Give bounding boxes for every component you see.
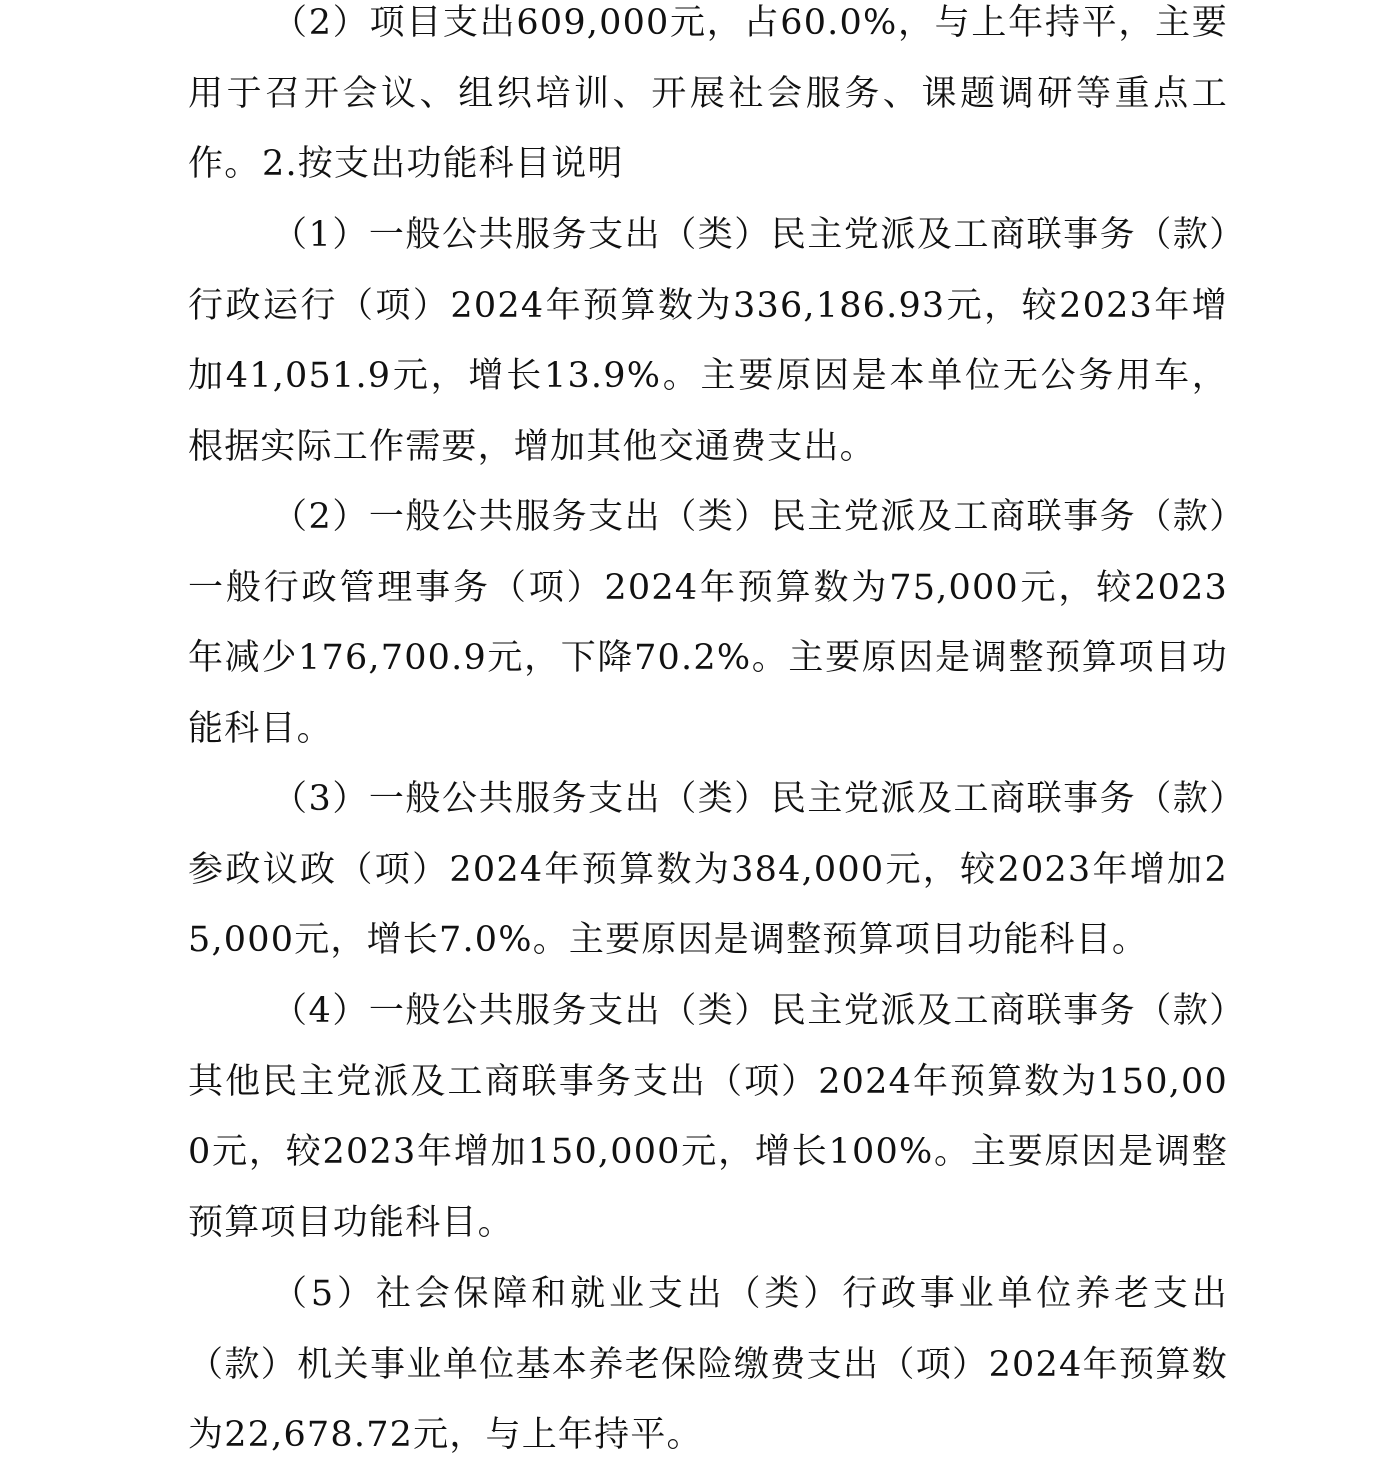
pension-insurance-paragraph: （5）社会保障和就业支出（类）行政事业单位养老支出（款）机关事业单位基本养老保险缴费支出（项）2024年预算数为22,678.72元，与上年持平。 [188, 1274, 1228, 1455]
other-party-affairs-paragraph: （4）一般公共服务支出（类）民主党派及工商联事务（款）其他民主党派及工商联事务支出（项）2024年预算数为150,000元，较2023年增加150,000元，增长100%。主要原因是调整预算项目功能科目。 [188, 991, 1228, 1243]
functional-subject-heading: 2.按支出功能科目说明 [262, 144, 624, 184]
general-administration-paragraph: （2）一般公共服务支出（类）民主党派及工商联事务（款）一般行政管理事务（项）2024年预算数为75,000元，较2023年减少176,700.9元，下降70.2%。主要原因是调整预算项目功能科目。 [188, 497, 1228, 749]
political-participation-paragraph: （3）一般公共服务支出（类）民主党派及工商联事务（款）参政议政（项）2024年预算数为384,000元，较2023年增加25,000元，增长7.0%。主要原因是调整预算项目功能科目。 [188, 779, 1228, 960]
project-expenditure-paragraph: （2）项目支出609,000元，占60.0%，与上年持平，主要用于召开会议、组织培训、开展社会服务、课题调研等重点工作。 [188, 3, 1228, 184]
administrative-operation-paragraph: （1）一般公共服务支出（类）民主党派及工商联事务（款）行政运行（项）2024年预算数为336,186.93元，较2023年增加41,051.9元，增长13.9%。主要原因是本单位无公务用车，根据实际工作需要，增加其他交通费支出。 [188, 215, 1228, 467]
